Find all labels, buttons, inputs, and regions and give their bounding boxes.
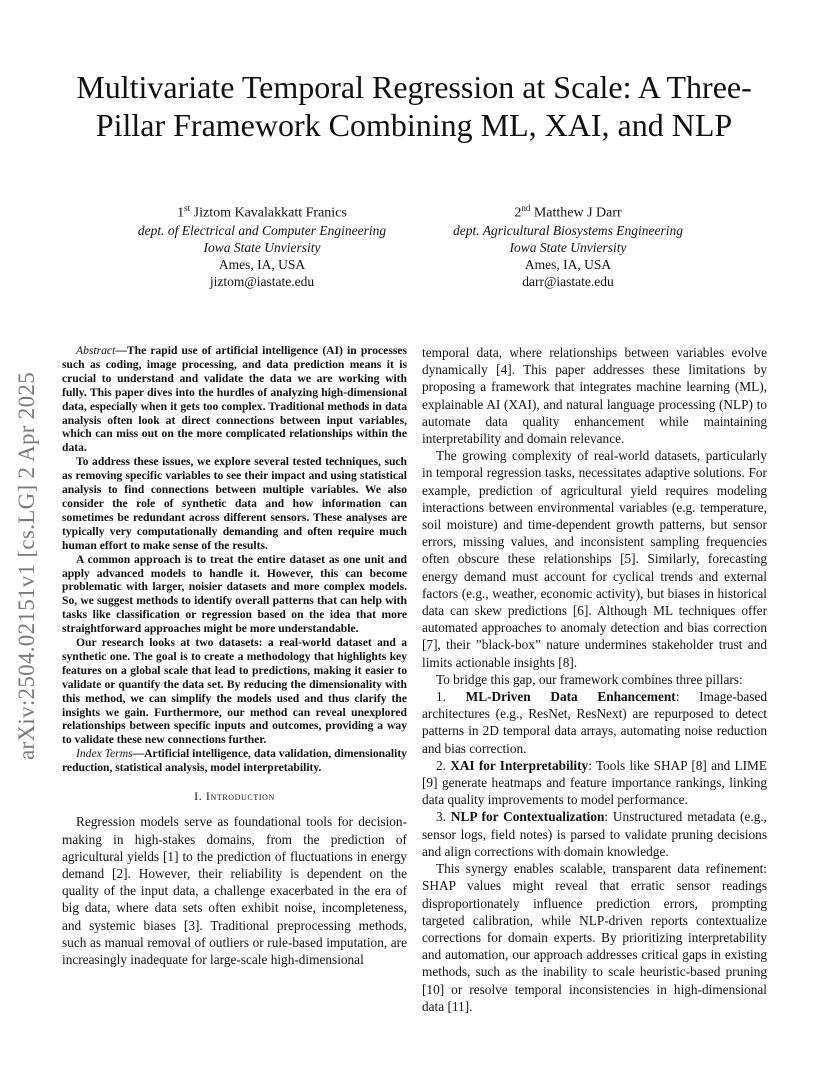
- author-email: darr@iastate.edu: [522, 273, 614, 289]
- left-column: [62, 344, 407, 968]
- index-terms-label: Index Terms: [76, 747, 133, 761]
- author-city: Ames, IA, USA: [218, 256, 306, 272]
- author-city: Ames, IA, USA: [524, 256, 612, 272]
- author-email: jiztom@iastate.edu: [209, 273, 315, 289]
- abstract-paragraph: A common approach is to treat the entire dataset as one unit and apply advanced models to handle it. However, this can become problematic with larger, noisier datasets and more complex models. So, we suggest methods to identify overall patterns that can help with tasks like classification or regression based on the idea that more straightforward approaches might be more understandable.: [62, 552, 407, 636]
- arxiv-identifier: arXiv:2504.02151v1 [cs.LG] 2 Apr 2025: [14, 372, 39, 760]
- pillar-item: 1. ML-Driven Data Enhancement: Image-based architectures (e.g., ResNet, ResNext) are repurposed to detect patterns in 2D temporal data arrays, automating noise reduction and bias correction.: [422, 689, 767, 756]
- abstract-label: Abstract: [76, 344, 116, 357]
- abstract: [62, 344, 407, 747]
- body-paragraph: This synergy enables scalable, transparent data refinement: SHAP values might reveal that erratic sensor readings disproportionately influence prediction errors, prompting targeted calibration, while NLP-driven reports contextualize corrections for domain experts. By prioritizing interpretability and automation, our approach addresses critical gaps in existing methods, such as the inability to scale heuristic-based pruning [10] or resolve temporal inconsistencies in high-dimensional data [11].: [422, 861, 767, 1014]
- author-name: 1st Jiztom Kavalakkatt Franics: [177, 203, 347, 221]
- author-university: Iowa State Unviersity: [203, 239, 321, 255]
- author-department: dept. Agricultural Biosystems Engineering: [453, 222, 683, 238]
- author-name: 2nd Matthew J Darr: [514, 203, 622, 221]
- body-paragraph: temporal data, where relationships between variables evolve dynamically [4]. This paper addresses these limitations by proposing a framework that integrates machine learning (ML), explainable AI (XAI), and natural language processing (NLP) to automate data quality enhancement while maintaining interpretability and domain relevance.: [422, 345, 767, 447]
- pillar-item: 3. NLP for Contextualization: Unstructured metadata (e.g., sensor logs, field notes) is parsed to validate pruning decisions and align corrections with domain knowledge.: [422, 809, 767, 859]
- body-paragraph: The growing complexity of real-world datasets, particularly in temporal regression tasks, necessitates adaptive solutions. For example, prediction of agricultural yield requires modeling interactions between environmental variables (e.g. temperature, soil moisture) and time-dependent growth patterns, but sensor errors, missing values, and inconsistent sampling frequencies often obscure these relationships [5]. Similarly, forecasting energy demand must account for cyclical trends and external factors (e.g., weather, economic activity), but biases in historical data can skew predictions [6]. Although ML techniques offer automated approaches to anomaly detection and bias correction [7], their ”black-box” nature undermines stakeholder trust and limits actionable insights [8].: [422, 448, 767, 670]
- abstract-paragraph: To address these issues, we explore several tested techniques, such as removing specific variables to see their impact and using statistical analysis to find connections between multiple variables. We also consider the role of synthetic data and how information can sometimes be redundant across different sensors. These analyses are typically very computationally demanding and often require much human effort to make sense of the results.: [62, 455, 407, 552]
- index-terms: Index Terms—Artificial intelligence, data validation, dimensionality reduction, statistical analysis, model interpretability.: [62, 747, 407, 775]
- pillar-item: 2. XAI for Interpretability: Tools like SHAP [8] and LIME [9] generate heatmaps and feature importance rankings, linking data quality improvements to model performance.: [422, 757, 767, 808]
- section-heading: I. Introduction: [194, 789, 275, 804]
- body-paragraph: To bridge this gap, our framework combines three pillars:: [436, 671, 743, 687]
- abstract-paragraph: Abstract—The rapid use of artificial intelligence (AI) in processes such as coding, image processing, and data prediction means it is crucial to understand and validate the data we are working with fully. This paper dives into the hurdles of analyzing high-dimensional data, especially when it gets too complex. Traditional methods in data analysis often look at direct connections between input variables, which can miss out on the more complicated relationships within the data.: [62, 344, 407, 455]
- author-department: dept. of Electrical and Computer Engineering: [137, 222, 387, 238]
- author-block-2: [418, 200, 718, 290]
- author-university: Iowa State Unviersity: [509, 239, 627, 255]
- abstract-paragraph: Our research looks at two datasets: a real-world dataset and a synthetic one. The goal is to create a methodology that highlights key features on a global scale that lead to predictions, making it easier to validate or quantify the data set. By reducing the dimensionality with this method, we can simplify the models used and thus clarify the insights we gain. Furthermore, our method can reveal unexplored relationships between specific inputs and outcomes, providing a way to validate these new connections further.: [62, 636, 407, 747]
- author-block-1: [112, 200, 412, 290]
- right-column: [422, 344, 767, 1015]
- paper-title: Multivariate Temporal Regression at Scale: A Three-Pillar Framework Combining ML, XAI, and NLP: [76, 69, 752, 143]
- body-paragraph: Regression models serve as foundational tools for decision-making in high-stakes domains, from the prediction of agricultural yields [1] to the prediction of fluctuations in energy demand [2]. However, their reliability is dependent on the quality of the input data, a challenge exacerbated in the era of big data, where data sets often exhibit noise, incompleteness, and systemic biases [3]. Traditional preprocessing methods, such as manual removal of outliers or rule-based imputation, are increasingly inadequate for large-scale high-dimensional: [62, 814, 407, 967]
